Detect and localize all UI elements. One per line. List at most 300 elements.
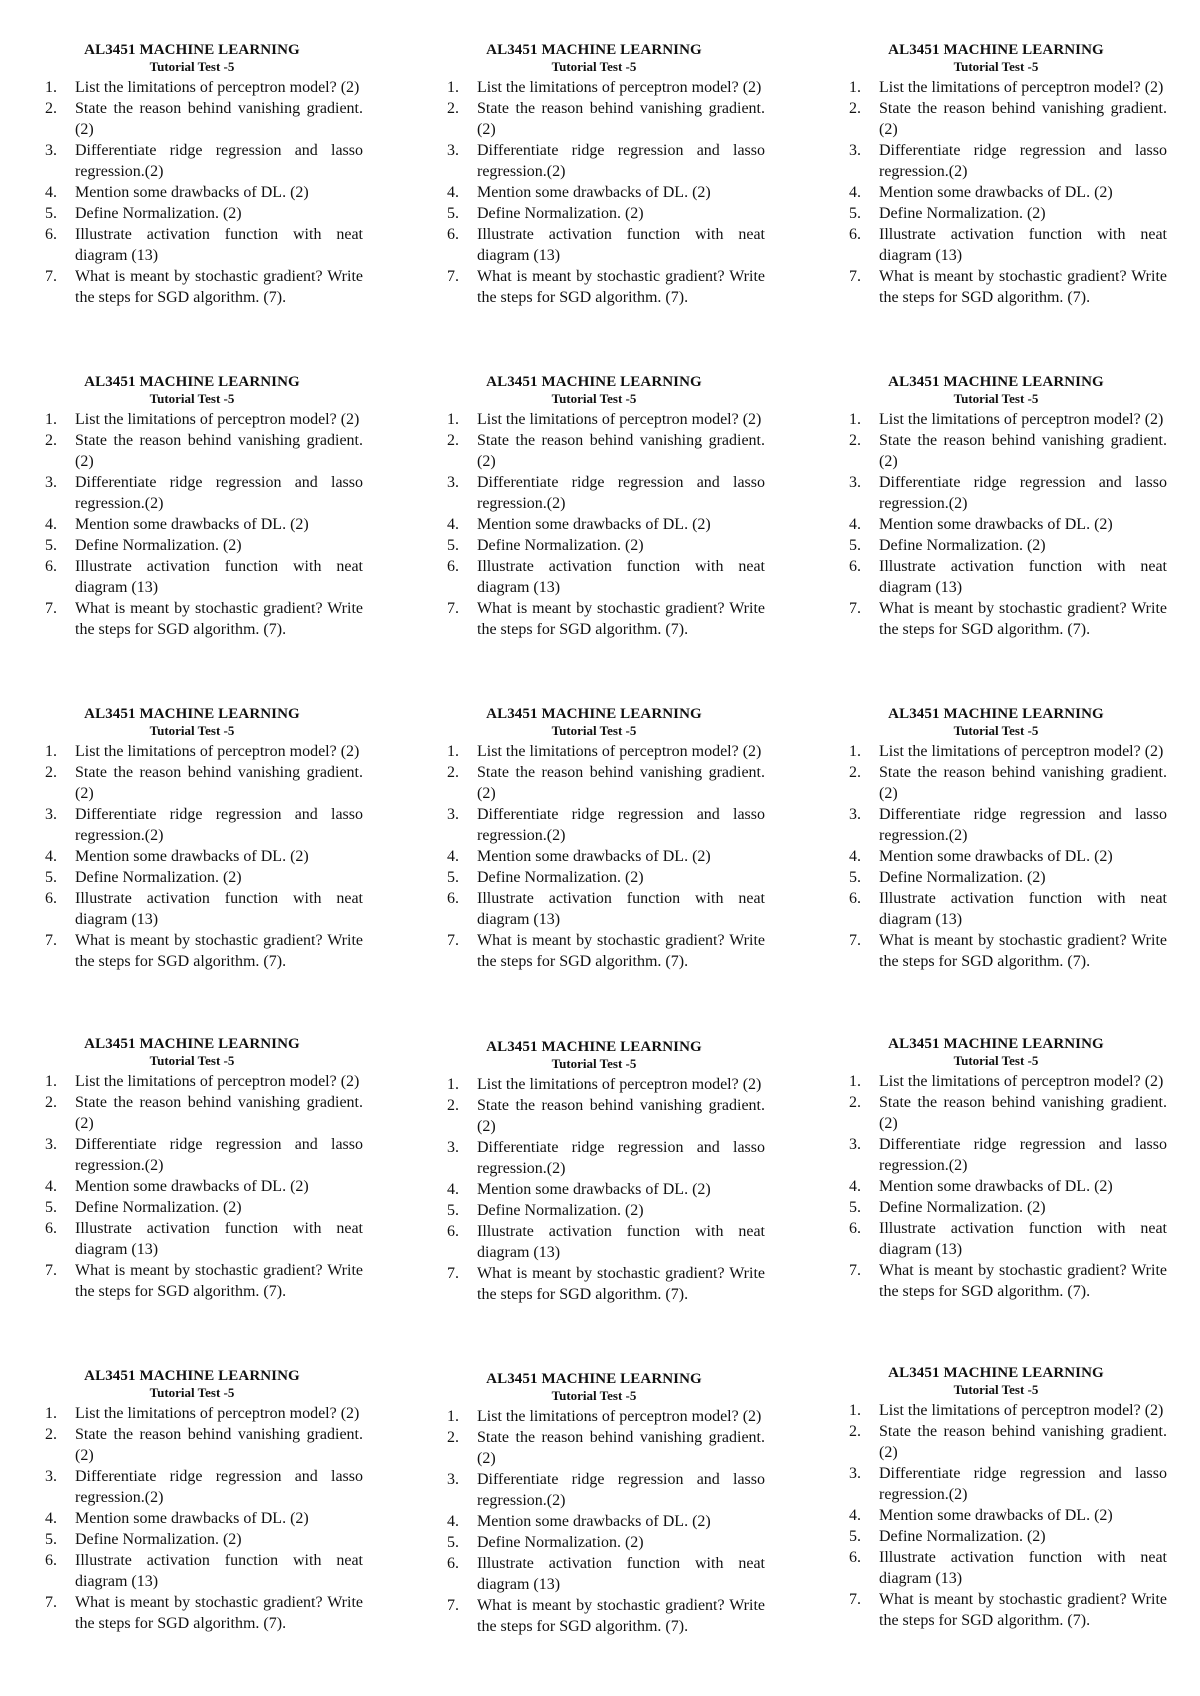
question-item — [42, 1508, 363, 1529]
question-text: Mention some drawbacks of DL. (2) — [879, 184, 1113, 201]
question-item — [846, 430, 1167, 472]
question-text: List the limitations of perceptron model? (2) — [477, 411, 762, 428]
course-title: AL3451 MACHINE LEARNING — [486, 1371, 702, 1387]
question-item — [42, 867, 363, 888]
test-title: Tutorial Test -5 — [953, 1053, 1039, 1068]
question-item — [846, 598, 1167, 640]
question-item — [444, 1179, 765, 1200]
question-item — [846, 472, 1167, 514]
question-item — [444, 266, 765, 308]
question-item — [42, 598, 363, 640]
question-number: 5. — [447, 869, 459, 886]
question-text: State the reason behind vanishing gradient. (2) — [75, 764, 363, 802]
question-item — [846, 1421, 1167, 1463]
question-item — [42, 1592, 363, 1634]
question-item — [42, 1529, 363, 1550]
question-text: List the limitations of perceptron model? (2) — [879, 411, 1164, 428]
question-number: 1. — [447, 411, 459, 428]
question-text: Differentiate ridge regression and lasso regression.(2) — [477, 806, 765, 844]
question-number: 6. — [45, 890, 57, 907]
question-text: What is meant by stochastic gradient? Write the steps for SGD algorithm. (7). — [75, 932, 363, 970]
question-number: 3. — [447, 142, 459, 159]
question-number: 2. — [849, 1094, 861, 1111]
test-title: Tutorial Test -5 — [149, 391, 235, 406]
question-item — [444, 472, 765, 514]
question-number: 4. — [45, 1510, 57, 1527]
question-item — [846, 762, 1167, 804]
question-number: 2. — [849, 100, 861, 117]
question-text: State the reason behind vanishing gradient. (2) — [75, 1094, 363, 1132]
question-text: Define Normalization. (2) — [477, 1202, 644, 1219]
question-item — [846, 846, 1167, 867]
question-text: List the limitations of perceptron model? (2) — [879, 79, 1164, 96]
question-item — [42, 1071, 363, 1092]
question-item — [42, 1092, 363, 1134]
question-text: Differentiate ridge regression and lasso regression.(2) — [75, 1136, 363, 1174]
question-text: Mention some drawbacks of DL. (2) — [477, 184, 711, 201]
question-card — [846, 1036, 1166, 1302]
question-text: Differentiate ridge regression and lasso regression.(2) — [75, 806, 363, 844]
question-number: 2. — [849, 432, 861, 449]
question-item — [444, 1427, 765, 1469]
question-text: Differentiate ridge regression and lasso regression.(2) — [75, 142, 363, 180]
question-text: State the reason behind vanishing gradient. (2) — [75, 432, 363, 470]
question-item — [444, 1137, 765, 1179]
question-number: 1. — [45, 1073, 57, 1090]
question-item — [444, 1511, 765, 1532]
question-number: 4. — [45, 184, 57, 201]
question-item — [444, 556, 765, 598]
question-item — [42, 472, 363, 514]
test-title: Tutorial Test -5 — [149, 1385, 235, 1400]
question-text: State the reason behind vanishing gradient. (2) — [75, 100, 363, 138]
question-number: 7. — [849, 932, 861, 949]
course-title: AL3451 MACHINE LEARNING — [84, 706, 300, 722]
question-text: List the limitations of perceptron model? (2) — [477, 79, 762, 96]
question-item — [846, 1400, 1167, 1421]
question-text: State the reason behind vanishing gradient. (2) — [75, 1426, 363, 1464]
question-text: What is meant by stochastic gradient? Write the steps for SGD algorithm. (7). — [75, 1594, 363, 1632]
course-title: AL3451 MACHINE LEARNING — [486, 374, 702, 390]
question-number: 7. — [849, 1591, 861, 1608]
question-item — [846, 741, 1167, 762]
question-item — [846, 514, 1167, 535]
question-text: Illustrate activation function with neat diagram (13) — [477, 226, 765, 264]
question-item — [444, 1263, 765, 1305]
question-number: 6. — [447, 1223, 459, 1240]
question-number: 7. — [45, 1262, 57, 1279]
course-title: AL3451 MACHINE LEARNING — [888, 1036, 1104, 1052]
question-number: 6. — [447, 890, 459, 907]
question-number: 2. — [45, 1094, 57, 1111]
question-card — [444, 374, 764, 640]
course-title: AL3451 MACHINE LEARNING — [486, 1039, 702, 1055]
question-item — [42, 140, 363, 182]
course-title: AL3451 MACHINE LEARNING — [84, 374, 300, 390]
question-text: List the limitations of perceptron model? (2) — [75, 79, 360, 96]
question-item — [846, 98, 1167, 140]
test-title: Tutorial Test -5 — [551, 59, 637, 74]
question-item — [42, 556, 363, 598]
question-list — [42, 77, 362, 308]
question-list — [444, 1406, 764, 1637]
question-item — [846, 224, 1167, 266]
question-text: State the reason behind vanishing gradient. (2) — [477, 1429, 765, 1467]
question-item — [846, 1134, 1167, 1176]
question-item — [444, 1200, 765, 1221]
question-number: 7. — [45, 932, 57, 949]
course-title: AL3451 MACHINE LEARNING — [84, 1368, 300, 1384]
question-number: 7. — [45, 268, 57, 285]
question-number: 6. — [849, 890, 861, 907]
question-text: Differentiate ridge regression and lasso regression.(2) — [879, 474, 1167, 512]
question-item — [846, 867, 1167, 888]
question-text: What is meant by stochastic gradient? Write the steps for SGD algorithm. (7). — [879, 1591, 1167, 1629]
question-list — [846, 1400, 1166, 1631]
question-number: 2. — [849, 764, 861, 781]
question-number: 7. — [447, 1265, 459, 1282]
question-text: Define Normalization. (2) — [879, 537, 1046, 554]
question-item — [444, 430, 765, 472]
question-text: Illustrate activation function with neat diagram (13) — [477, 890, 765, 928]
question-item — [444, 1469, 765, 1511]
question-text: Mention some drawbacks of DL. (2) — [75, 1510, 309, 1527]
question-text: Differentiate ridge regression and lasso regression.(2) — [477, 1471, 765, 1509]
question-item — [444, 140, 765, 182]
question-text: Differentiate ridge regression and lasso regression.(2) — [75, 474, 363, 512]
question-card — [42, 1036, 362, 1302]
question-item — [846, 1071, 1167, 1092]
question-text: Differentiate ridge regression and lasso regression.(2) — [477, 142, 765, 180]
question-item — [444, 741, 765, 762]
question-item — [846, 930, 1167, 972]
question-text: Illustrate activation function with neat diagram (13) — [75, 226, 363, 264]
question-item — [42, 409, 363, 430]
question-item — [846, 182, 1167, 203]
question-number: 3. — [447, 474, 459, 491]
question-item — [444, 203, 765, 224]
question-card — [846, 1365, 1166, 1631]
question-list — [846, 741, 1166, 972]
question-item — [846, 409, 1167, 430]
question-text: Mention some drawbacks of DL. (2) — [477, 1181, 711, 1198]
question-number: 3. — [45, 474, 57, 491]
question-number: 5. — [45, 537, 57, 554]
question-number: 1. — [849, 1073, 861, 1090]
question-list — [846, 1071, 1166, 1302]
question-text: Mention some drawbacks of DL. (2) — [477, 848, 711, 865]
question-number: 3. — [447, 806, 459, 823]
question-text: List the limitations of perceptron model? (2) — [75, 743, 360, 760]
question-text: List the limitations of perceptron model? (2) — [879, 1402, 1164, 1419]
question-number: 1. — [45, 743, 57, 760]
question-number: 1. — [447, 1408, 459, 1425]
question-text: Define Normalization. (2) — [477, 869, 644, 886]
question-number: 2. — [447, 1429, 459, 1446]
question-item — [42, 1176, 363, 1197]
question-text: Illustrate activation function with neat diagram (13) — [879, 1220, 1167, 1258]
question-number: 3. — [45, 1136, 57, 1153]
question-number: 3. — [849, 142, 861, 159]
question-item — [42, 77, 363, 98]
question-item — [444, 888, 765, 930]
question-number: 7. — [447, 600, 459, 617]
question-card — [42, 374, 362, 640]
question-text: Illustrate activation function with neat diagram (13) — [75, 1552, 363, 1590]
question-number: 4. — [45, 516, 57, 533]
question-item — [444, 1532, 765, 1553]
course-title: AL3451 MACHINE LEARNING — [888, 374, 1104, 390]
question-number: 7. — [447, 268, 459, 285]
question-number: 2. — [45, 764, 57, 781]
question-card — [444, 1371, 764, 1637]
question-text: Define Normalization. (2) — [75, 869, 242, 886]
question-number: 6. — [447, 558, 459, 575]
question-number: 5. — [447, 205, 459, 222]
question-item — [846, 1589, 1167, 1631]
question-number: 6. — [45, 1552, 57, 1569]
question-item — [444, 598, 765, 640]
question-text: What is meant by stochastic gradient? Write the steps for SGD algorithm. (7). — [75, 268, 363, 306]
question-text: Illustrate activation function with neat diagram (13) — [75, 1220, 363, 1258]
question-item — [444, 762, 765, 804]
question-item — [846, 1218, 1167, 1260]
course-title: AL3451 MACHINE LEARNING — [84, 1036, 300, 1052]
question-item — [42, 930, 363, 972]
question-number: 6. — [45, 1220, 57, 1237]
question-text: Define Normalization. (2) — [75, 537, 242, 554]
question-number: 6. — [447, 1555, 459, 1572]
question-number: 4. — [849, 516, 861, 533]
question-text: Differentiate ridge regression and lasso regression.(2) — [879, 1136, 1167, 1174]
question-item — [42, 804, 363, 846]
question-text: Define Normalization. (2) — [75, 1531, 242, 1548]
question-number: 7. — [447, 932, 459, 949]
question-number: 3. — [447, 1139, 459, 1156]
test-title: Tutorial Test -5 — [551, 391, 637, 406]
question-item — [444, 1406, 765, 1427]
question-item — [42, 1424, 363, 1466]
question-item — [444, 77, 765, 98]
question-item — [42, 98, 363, 140]
question-item — [846, 77, 1167, 98]
question-item — [444, 1095, 765, 1137]
question-number: 1. — [45, 79, 57, 96]
question-text: List the limitations of perceptron model? (2) — [75, 1405, 360, 1422]
question-number: 7. — [849, 268, 861, 285]
question-text: State the reason behind vanishing gradient. (2) — [879, 764, 1167, 802]
question-number: 4. — [447, 1513, 459, 1530]
question-text: State the reason behind vanishing gradient. (2) — [879, 1423, 1167, 1461]
question-text: List the limitations of perceptron model? (2) — [477, 1408, 762, 1425]
question-list — [444, 77, 764, 308]
question-number: 5. — [447, 1534, 459, 1551]
question-item — [846, 888, 1167, 930]
question-number: 5. — [45, 1199, 57, 1216]
course-title: AL3451 MACHINE LEARNING — [888, 42, 1104, 58]
question-number: 2. — [447, 764, 459, 781]
question-item — [846, 535, 1167, 556]
question-number: 3. — [45, 1468, 57, 1485]
question-text: State the reason behind vanishing gradient. (2) — [477, 100, 765, 138]
question-number: 5. — [849, 869, 861, 886]
question-text: State the reason behind vanishing gradient. (2) — [477, 1097, 765, 1135]
question-number: 4. — [447, 1181, 459, 1198]
question-number: 5. — [849, 205, 861, 222]
question-text: State the reason behind vanishing gradient. (2) — [477, 432, 765, 470]
question-text: List the limitations of perceptron model? (2) — [879, 743, 1164, 760]
question-text: What is meant by stochastic gradient? Write the steps for SGD algorithm. (7). — [75, 600, 363, 638]
question-number: 2. — [447, 100, 459, 117]
question-text: Differentiate ridge regression and lasso regression.(2) — [477, 1139, 765, 1177]
question-card — [42, 42, 362, 308]
question-text: What is meant by stochastic gradient? Write the steps for SGD algorithm. (7). — [879, 1262, 1167, 1300]
question-item — [444, 804, 765, 846]
question-list — [444, 1074, 764, 1305]
question-number: 2. — [45, 432, 57, 449]
course-title: AL3451 MACHINE LEARNING — [486, 42, 702, 58]
course-title: AL3451 MACHINE LEARNING — [888, 706, 1104, 722]
question-text: State the reason behind vanishing gradient. (2) — [477, 764, 765, 802]
question-text: What is meant by stochastic gradient? Write the steps for SGD algorithm. (7). — [477, 600, 765, 638]
question-text: Mention some drawbacks of DL. (2) — [477, 1513, 711, 1530]
question-number: 5. — [849, 1199, 861, 1216]
question-list — [42, 741, 362, 972]
question-text: Differentiate ridge regression and lasso regression.(2) — [879, 142, 1167, 180]
question-text: List the limitations of perceptron model? (2) — [879, 1073, 1164, 1090]
question-text: Illustrate activation function with neat diagram (13) — [75, 558, 363, 596]
question-item — [42, 1550, 363, 1592]
question-item — [444, 409, 765, 430]
question-list — [846, 77, 1166, 308]
question-number: 7. — [849, 600, 861, 617]
question-number: 4. — [849, 184, 861, 201]
question-item — [42, 430, 363, 472]
question-text: What is meant by stochastic gradient? Write the steps for SGD algorithm. (7). — [477, 1265, 765, 1303]
question-item — [42, 514, 363, 535]
question-text: Define Normalization. (2) — [879, 1528, 1046, 1545]
question-text: Mention some drawbacks of DL. (2) — [75, 1178, 309, 1195]
course-title: AL3451 MACHINE LEARNING — [84, 42, 300, 58]
question-item — [846, 1547, 1167, 1589]
question-number: 1. — [849, 79, 861, 96]
question-number: 3. — [849, 474, 861, 491]
question-text: Define Normalization. (2) — [477, 1534, 644, 1551]
question-text: Mention some drawbacks of DL. (2) — [879, 848, 1113, 865]
question-number: 1. — [45, 1405, 57, 1422]
question-item — [444, 1595, 765, 1637]
question-number: 3. — [849, 1136, 861, 1153]
question-text: State the reason behind vanishing gradient. (2) — [879, 432, 1167, 470]
question-list — [444, 409, 764, 640]
question-text: List the limitations of perceptron model? (2) — [75, 1073, 360, 1090]
question-number: 7. — [447, 1597, 459, 1614]
question-text: Illustrate activation function with neat diagram (13) — [879, 558, 1167, 596]
question-item — [42, 846, 363, 867]
test-title: Tutorial Test -5 — [953, 59, 1039, 74]
test-title: Tutorial Test -5 — [953, 723, 1039, 738]
test-title: Tutorial Test -5 — [149, 723, 235, 738]
question-item — [444, 514, 765, 535]
question-text: Mention some drawbacks of DL. (2) — [477, 516, 711, 533]
question-text: Define Normalization. (2) — [879, 205, 1046, 222]
question-text: Illustrate activation function with neat diagram (13) — [879, 226, 1167, 264]
question-number: 3. — [45, 142, 57, 159]
test-title: Tutorial Test -5 — [149, 59, 235, 74]
test-title: Tutorial Test -5 — [953, 1382, 1039, 1397]
question-item — [846, 804, 1167, 846]
question-number: 1. — [849, 743, 861, 760]
question-item — [846, 266, 1167, 308]
test-title: Tutorial Test -5 — [551, 1056, 637, 1071]
test-title: Tutorial Test -5 — [953, 391, 1039, 406]
question-number: 4. — [849, 848, 861, 865]
question-card — [444, 42, 764, 308]
question-number: 2. — [447, 1097, 459, 1114]
question-text: Illustrate activation function with neat diagram (13) — [879, 890, 1167, 928]
question-item — [444, 535, 765, 556]
course-title: AL3451 MACHINE LEARNING — [888, 1365, 1104, 1381]
question-item — [42, 1197, 363, 1218]
question-item — [444, 1074, 765, 1095]
question-number: 3. — [849, 806, 861, 823]
question-number: 5. — [849, 537, 861, 554]
question-item — [444, 930, 765, 972]
question-item — [846, 1176, 1167, 1197]
question-text: Differentiate ridge regression and lasso regression.(2) — [75, 1468, 363, 1506]
question-list — [444, 741, 764, 972]
question-list — [42, 1403, 362, 1634]
question-text: Mention some drawbacks of DL. (2) — [75, 516, 309, 533]
question-number: 2. — [45, 1426, 57, 1443]
question-number: 1. — [447, 79, 459, 96]
question-text: List the limitations of perceptron model? (2) — [477, 1076, 762, 1093]
test-title: Tutorial Test -5 — [551, 723, 637, 738]
question-card — [42, 706, 362, 972]
question-number: 6. — [45, 226, 57, 243]
question-text: Mention some drawbacks of DL. (2) — [879, 516, 1113, 533]
question-number: 2. — [45, 100, 57, 117]
question-number: 7. — [45, 600, 57, 617]
question-number: 1. — [849, 411, 861, 428]
question-number: 1. — [45, 411, 57, 428]
question-item — [846, 1092, 1167, 1134]
test-title: Tutorial Test -5 — [551, 1388, 637, 1403]
question-card — [846, 706, 1166, 972]
question-item — [444, 1553, 765, 1595]
question-text: Define Normalization. (2) — [879, 1199, 1046, 1216]
question-number: 5. — [45, 869, 57, 886]
question-number: 7. — [849, 1262, 861, 1279]
question-item — [42, 1466, 363, 1508]
question-text: What is meant by stochastic gradient? Write the steps for SGD algorithm. (7). — [879, 268, 1167, 306]
question-card — [444, 706, 764, 972]
question-text: Mention some drawbacks of DL. (2) — [75, 848, 309, 865]
question-text: Differentiate ridge regression and lasso regression.(2) — [477, 474, 765, 512]
question-number: 4. — [447, 184, 459, 201]
question-text: Differentiate ridge regression and lasso regression.(2) — [879, 806, 1167, 844]
question-number: 2. — [849, 1423, 861, 1440]
question-number: 1. — [447, 1076, 459, 1093]
question-text: Illustrate activation function with neat diagram (13) — [477, 1223, 765, 1261]
test-title: Tutorial Test -5 — [149, 1053, 235, 1068]
question-item — [42, 203, 363, 224]
question-text: What is meant by stochastic gradient? Write the steps for SGD algorithm. (7). — [477, 268, 765, 306]
question-item — [846, 556, 1167, 598]
question-item — [42, 1134, 363, 1176]
question-text: State the reason behind vanishing gradient. (2) — [879, 100, 1167, 138]
question-text: Define Normalization. (2) — [879, 869, 1046, 886]
